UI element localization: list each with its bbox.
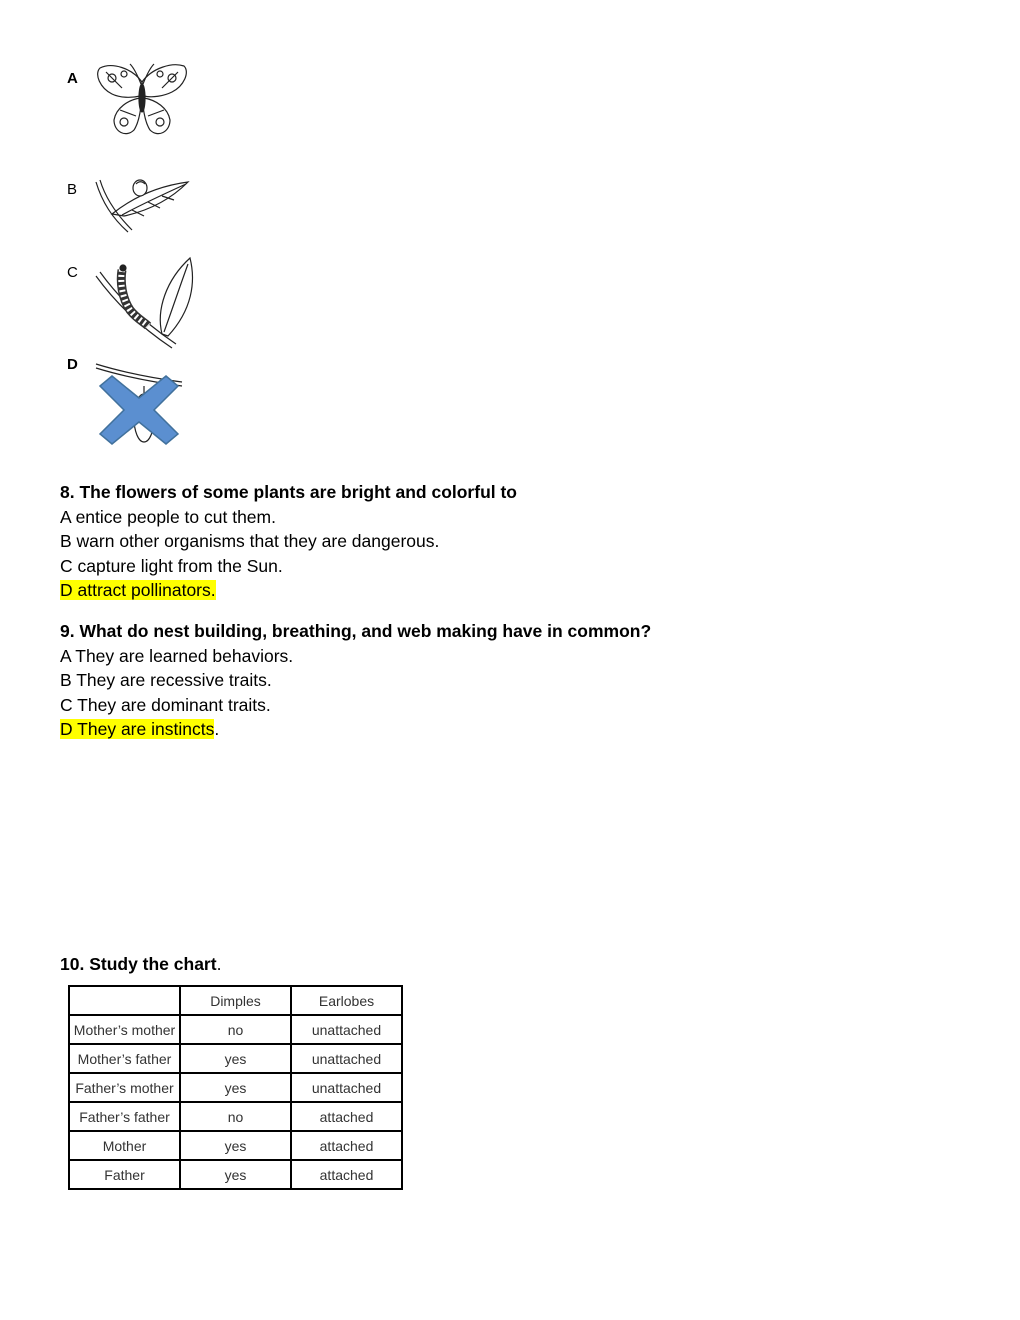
butterfly-icon — [92, 60, 192, 147]
header-cell-dimples: Dimples — [180, 986, 291, 1015]
q9-answer-b: B They are recessive traits. — [60, 670, 272, 691]
table-header-row — [69, 986, 402, 1015]
earlobes-cell: unattached — [291, 1073, 402, 1102]
table-row — [69, 1102, 402, 1131]
row-label: Mother’s father — [69, 1044, 180, 1073]
dimples-cell: no — [180, 1102, 291, 1131]
traits-chart-table — [68, 985, 403, 1190]
question-8 — [60, 480, 517, 603]
dimples-cell: yes — [180, 1044, 291, 1073]
question-9 — [60, 619, 651, 742]
q8-answer-c: C capture light from the Sun. — [60, 555, 283, 576]
q9-answer-a: A They are learned behaviors. — [60, 645, 294, 666]
q8-answer-b: B warn other organisms that they are dangerous. — [60, 531, 440, 552]
row-label: Father’s mother — [69, 1073, 180, 1102]
q9-answer-c: C They are dominant traits. — [60, 694, 271, 715]
table-row — [69, 1044, 402, 1073]
earlobes-cell: attached — [291, 1160, 402, 1189]
x-mark-icon — [98, 374, 180, 451]
table-row — [69, 1015, 402, 1044]
q8-answer-a: A entice people to cut them. — [60, 506, 276, 527]
q9-answer-d-period: . — [214, 719, 220, 740]
table-row — [69, 1073, 402, 1102]
dimples-cell: no — [180, 1015, 291, 1044]
dimples-cell: yes — [180, 1131, 291, 1160]
egg-on-leaf-icon — [92, 172, 192, 239]
question-10-stem — [60, 954, 221, 975]
question-10-stem-text: 10. Study the chart — [60, 954, 217, 974]
earlobes-cell: unattached — [291, 1044, 402, 1073]
dimples-cell: yes — [180, 1160, 291, 1189]
earlobes-cell: unattached — [291, 1015, 402, 1044]
option-d-label: D — [67, 356, 78, 373]
table-row — [69, 1131, 402, 1160]
header-cell-blank — [69, 986, 180, 1015]
row-label: Father — [69, 1160, 180, 1189]
question-8-stem: 8. The flowers of some plants are bright and colorful to — [60, 482, 517, 502]
caterpillar-icon — [92, 254, 196, 355]
header-cell-earlobes: Earlobes — [291, 986, 402, 1015]
question-9-stem: 9. What do nest building, breathing, and web making have in common? — [60, 621, 652, 641]
q9-answer-d-highlighted: D They are instincts — [60, 719, 215, 740]
option-b-label: B — [67, 181, 78, 198]
row-label: Mother’s mother — [69, 1015, 180, 1044]
earlobes-cell: attached — [291, 1131, 402, 1160]
table-row — [69, 1160, 402, 1189]
option-a-label: A — [67, 70, 78, 87]
earlobes-cell: attached — [291, 1102, 402, 1131]
row-label: Father’s father — [69, 1102, 180, 1131]
option-c-label: C — [67, 264, 78, 281]
q8-answer-d-highlighted: D attract pollinators. — [60, 580, 216, 601]
row-label: Mother — [69, 1131, 180, 1160]
dimples-cell: yes — [180, 1073, 291, 1102]
question-10-stem-period: . — [216, 954, 222, 974]
